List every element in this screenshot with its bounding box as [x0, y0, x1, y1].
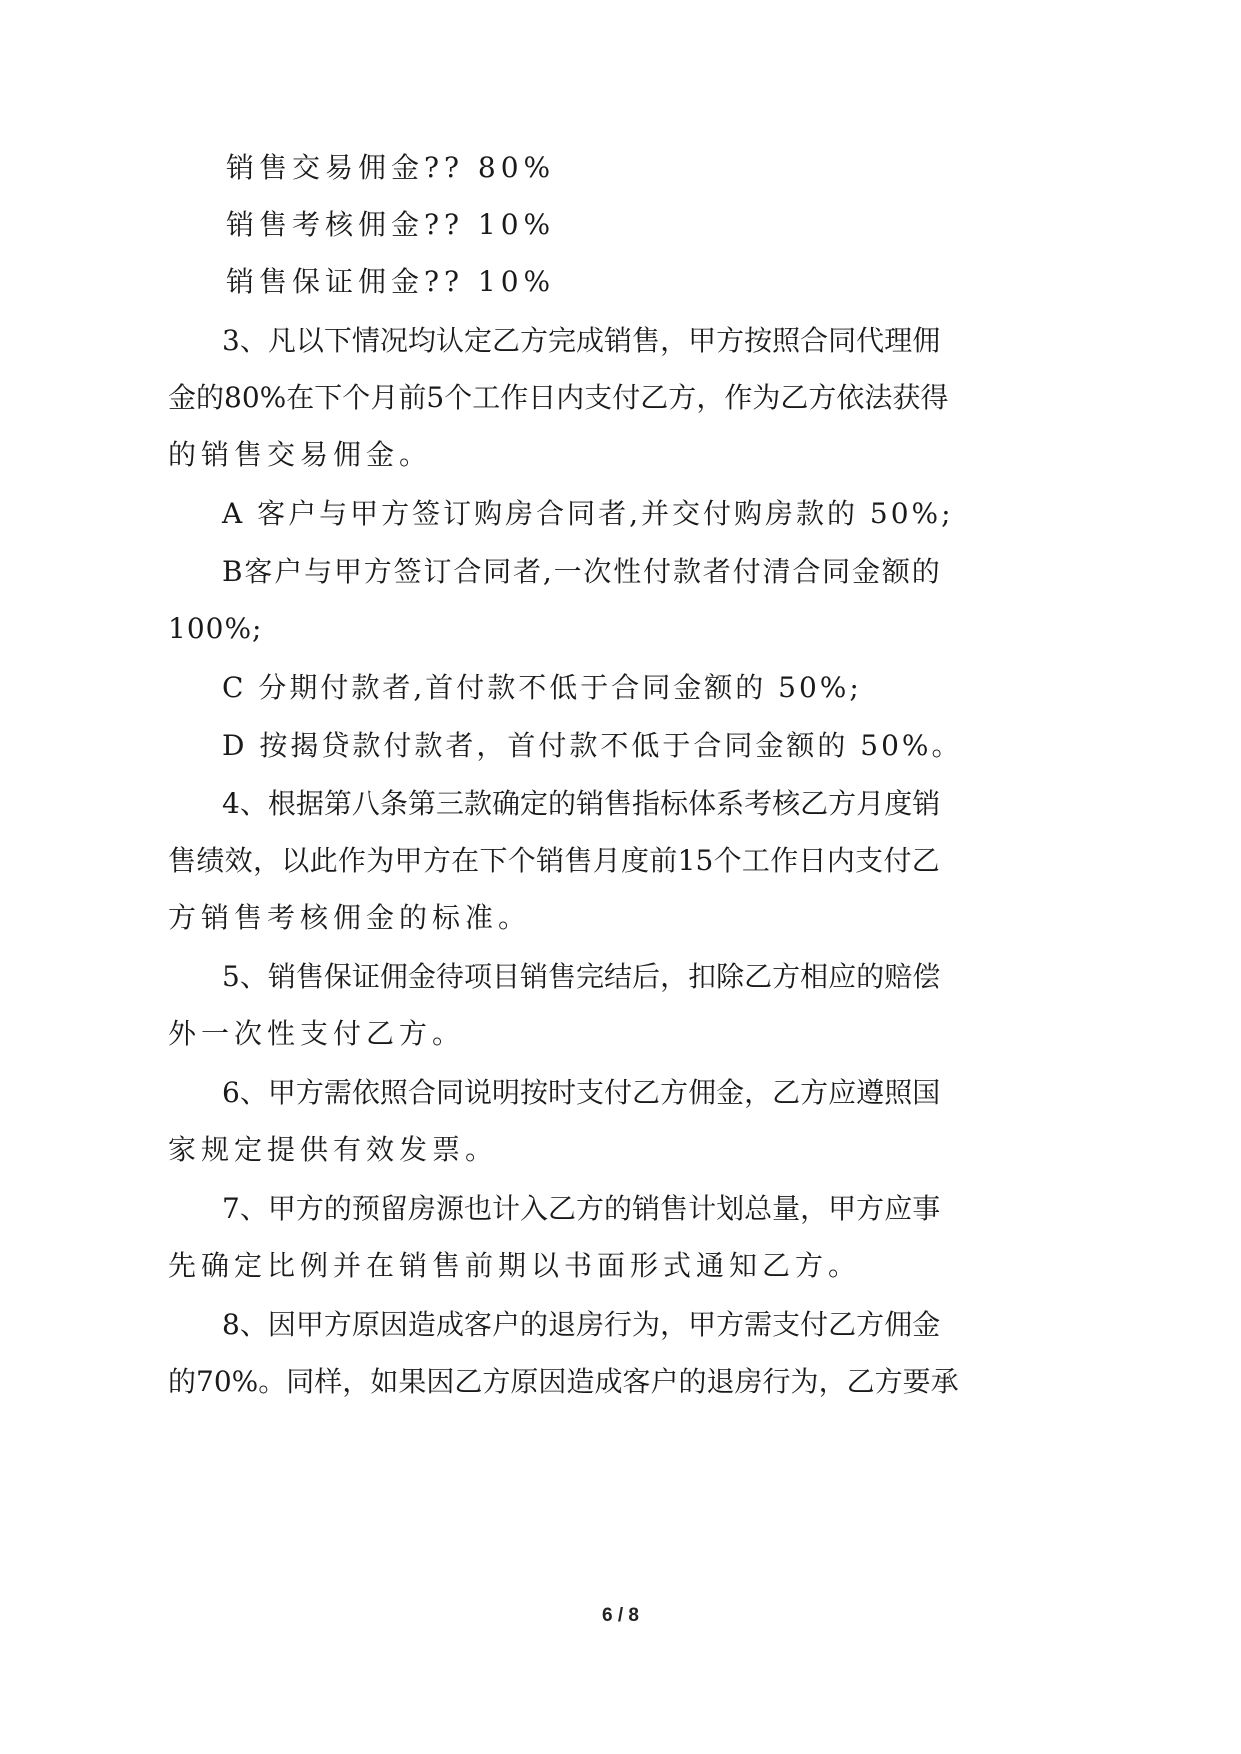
text-line: 的 70% 。 同 样 ， 如 果 因 乙 方 原 因 造 成 客 户 的 退 房 行 为 ， 乙 方 要 承: [168, 1365, 959, 1398]
text-line: 8 、 因 甲 方 原 因 造 成 客 户 的 退 房 行 为 ， 甲 方 需 支 付 乙 方 佣 金: [222, 1308, 941, 1341]
text-line: A 客户与甲方签订购房合同者,并交付购房款的 50%;: [222, 497, 954, 530]
page-number: 6 / 8: [602, 1605, 639, 1626]
text-line: 销售考核佣金?? 10%: [226, 208, 556, 241]
text-line: 家规定提供有效发票。: [168, 1133, 499, 1166]
text-line: 6 、 甲 方 需 依 照 合 同 说 明 按 时 支 付 乙 方 佣 金 ， 乙 方 应 遵 照 国: [222, 1076, 941, 1109]
text-line: 5 、 销 售 保 证 佣 金 待 项 目 销 售 完 结 后 ， 扣 除 乙 方 相 应 的 赔 偿: [222, 960, 941, 993]
text-line: 先确定比例并在销售前期以书面形式通知乙方。: [168, 1249, 862, 1282]
text-line: D 按揭贷款付款者，首付款不低于合同金额的 50%。: [222, 729, 963, 762]
text-line: 售 绩 效 ， 以 此 作 为 甲 方 在 下 个 销 售 月 度 前 15 个 工 作 日 内 支 付 乙: [168, 844, 940, 877]
text-line: 金 的 80% 在 下 个 月 前 5 个 工 作 日 内 支 付 乙 方 ， 作 为 乙 方 依 法 获 得: [168, 381, 949, 414]
text-line: C 分期付款者,首付款不低于合同金额的 50%;: [222, 671, 862, 704]
text-line: 销售保证佣金?? 10%: [226, 265, 556, 298]
text-line: B 客 户 与 甲 方 签 订 合 同 者 , 一 次 性 付 款 者 付 清 合 同 金 额 的: [222, 555, 940, 588]
text-line: 销售交易佣金?? 80%: [226, 151, 556, 184]
text-line: 方销售考核佣金的标准。: [168, 901, 532, 934]
text-line: 7 、 甲 方 的 预 留 房 源 也 计 入 乙 方 的 销 售 计 划 总 量 ， 甲 方 应 事: [222, 1192, 941, 1225]
text-line: 外一次性支付乙方。: [168, 1017, 466, 1050]
text-line: 3 、 凡 以 下 情 况 均 认 定 乙 方 完 成 销 售 ， 甲 方 按 照 合 同 代 理 佣: [222, 324, 941, 357]
text-line: 100%;: [168, 612, 263, 645]
text-line: 4 、 根 据 第 八 条 第 三 款 确 定 的 销 售 指 标 体 系 考 核 乙 方 月 度 销: [222, 787, 941, 820]
text-line: 的销售交易佣金。: [168, 438, 433, 471]
